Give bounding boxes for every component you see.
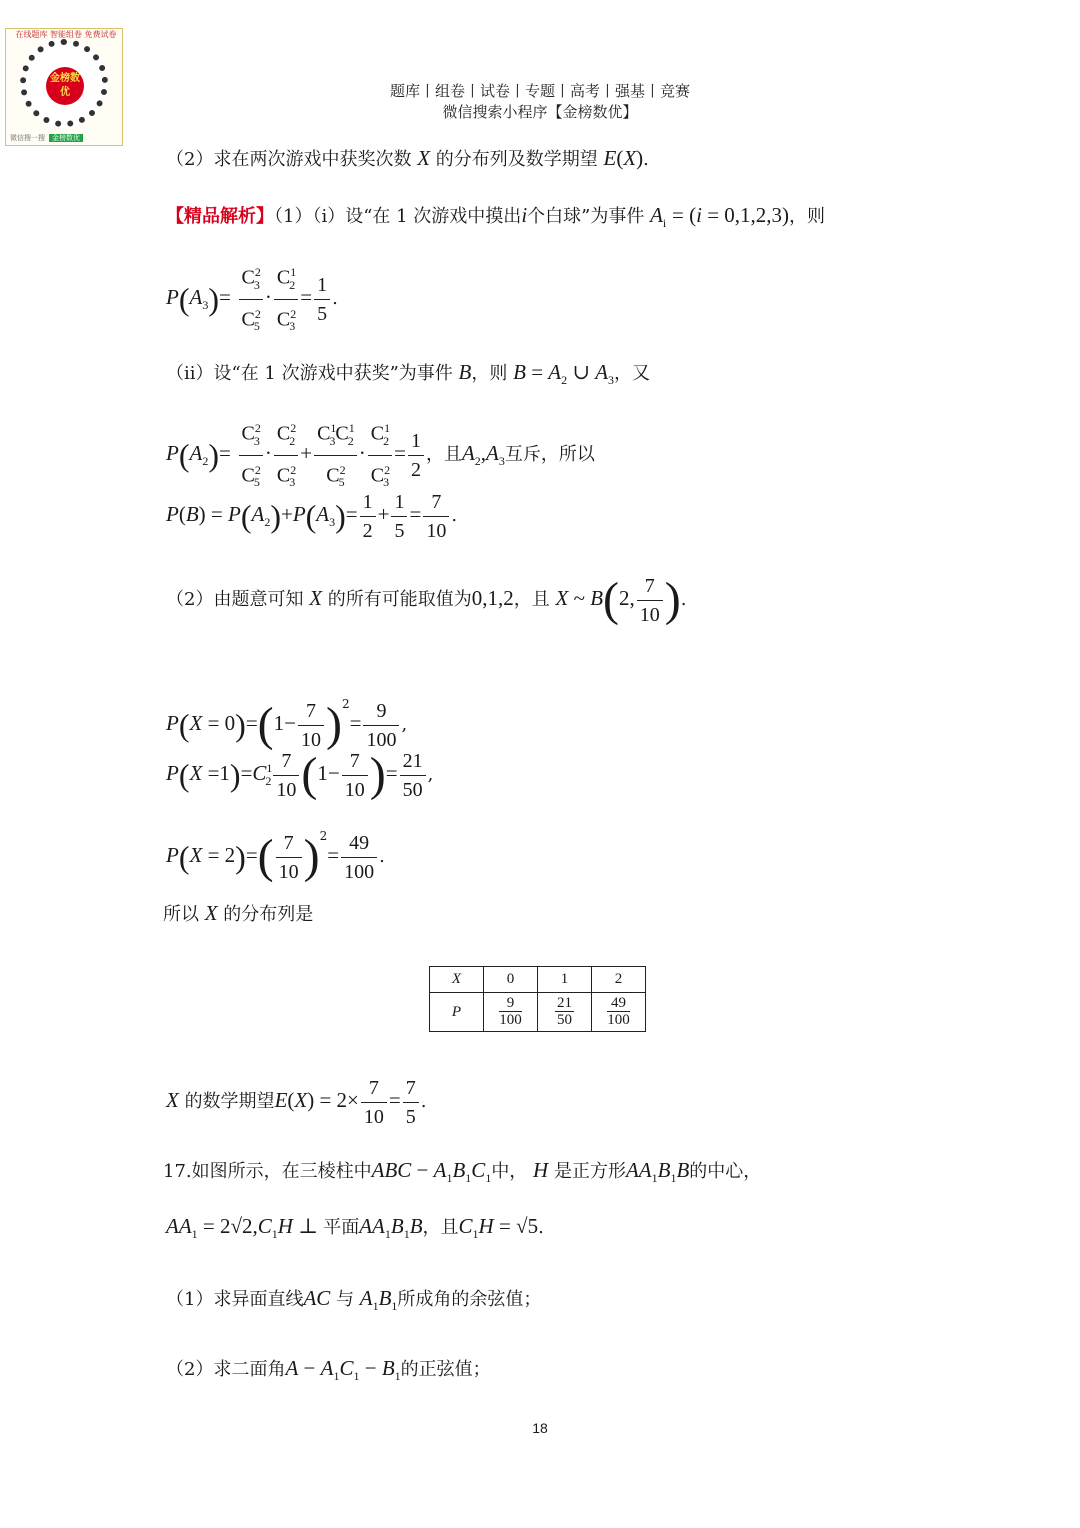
formula-p-x2: P(X = 2)=( $\frac{7}{10}$ )$^2$= $\frac{49}{100}$ . — [166, 829, 385, 883]
formula-p-x0: P(X = 0)=(1− $\frac{7}{10}$ )$^2$= $\frac{9}{100}$ , — [166, 697, 408, 751]
formula-p-x1: $P(X =1)=C^1_2$ $\frac{7}{10}$ (1− $\frac{7}{10}$ )= $\frac{21}{50}$ , — [166, 748, 434, 801]
header-search-line: 微信搜索小程序【金榜数优】 — [442, 103, 638, 121]
analysis-tag: 【精品解析】 — [166, 206, 274, 227]
table-cell: $\frac{49}{100}$ — [592, 993, 646, 1032]
logo-footer: 微信搜一搜 金榜数优 — [10, 133, 83, 143]
question-2-line: （2）求在两次游戏中获奖次数 X 的分布列及数学期望 E(X). — [166, 146, 649, 170]
table-header-cell: 1 — [538, 967, 592, 993]
analysis-line-1: 【精品解析】（1）（i）设“在 1 次游戏中摸出i个白球”为事件 $A_i = (i = 0,1,2,3)$，则 — [166, 203, 826, 231]
analysis-ii-line: （ii）设“在 1 次游戏中获奖”为事件 B，则 $B = A_2$ ∪ $A_3$，又 — [166, 360, 651, 388]
table-cell: $\frac{21}{50}$ — [538, 993, 592, 1032]
distribution-intro: 所以 X 的分布列是 — [163, 901, 314, 925]
table-header-cell: X — [430, 967, 484, 993]
formula-p-a3: $P(A_3)=$ $\frac{C^2_3}{C^2_5}$ · $\frac{C^1_2}{C^2_3}$ = $\frac{1}{5}$ . — [166, 258, 338, 318]
formula-p-b: $P(B) = P(A_2)+P(A_3)=$ $\frac{1}{2}$ + $\frac{1}{5}$ = $\frac{7}{10}$ . — [166, 484, 457, 544]
question-17-line-1: 17.如图所示，在三棱柱中ABC − $A_1B_1C_1$中， H 是正方形$AA_1B_1B$的中心， — [163, 1158, 762, 1186]
logo-badge: 金榜数优 — [46, 67, 84, 105]
expectation-line: X 的数学期望E(X) = 2× $\frac{7}{10}$ = $\frac{7}{5}$ . — [166, 1070, 426, 1130]
page-number: 18 — [532, 1420, 548, 1436]
analysis-part-2-line: （2）由题意可知 X 的所有可能取值为0,1,2，且 X ~ B(2, $\frac{7}{10}$ ). — [166, 573, 687, 626]
question-17-sub-1: （1）求异面直线AC 与 $A_1B_1$所成角的余弦值； — [166, 1286, 542, 1314]
table-header-cell: 0 — [484, 967, 538, 993]
question-17-sub-2: （2）求二面角$A - A_1C_1 - B_1$的正弦值； — [166, 1356, 491, 1384]
formula-p-a2: $P(A_2)=$ $\frac{C^2_3}{C^2_5}$ · $\frac{C^2_2}{C^2_3}$ + $\frac{C^1_3C^1_2}{C^2_5}$ · $\frac{C^1_2}{C^2_3}$ = $\frac{1}{2}$ ，且$A_2,A_3$互斥，所以 — [166, 414, 595, 474]
logo-top-text: 在线题库 智能组卷 免费试卷 — [15, 30, 117, 39]
table-cell: $\frac{9}{100}$ — [484, 993, 538, 1032]
table-header-cell: 2 — [592, 967, 646, 993]
table-row-label: P — [430, 993, 484, 1032]
header-nav-line: 题库丨组卷丨试卷丨专题丨高考丨强基丨竞赛 — [389, 82, 690, 100]
question-17-line-2: $AA_1 = 2√2,C_1H$ ⊥ 平面$AA_1B_1B$，且$C_1H = √5$. — [166, 1214, 544, 1242]
distribution-table — [429, 966, 646, 1032]
